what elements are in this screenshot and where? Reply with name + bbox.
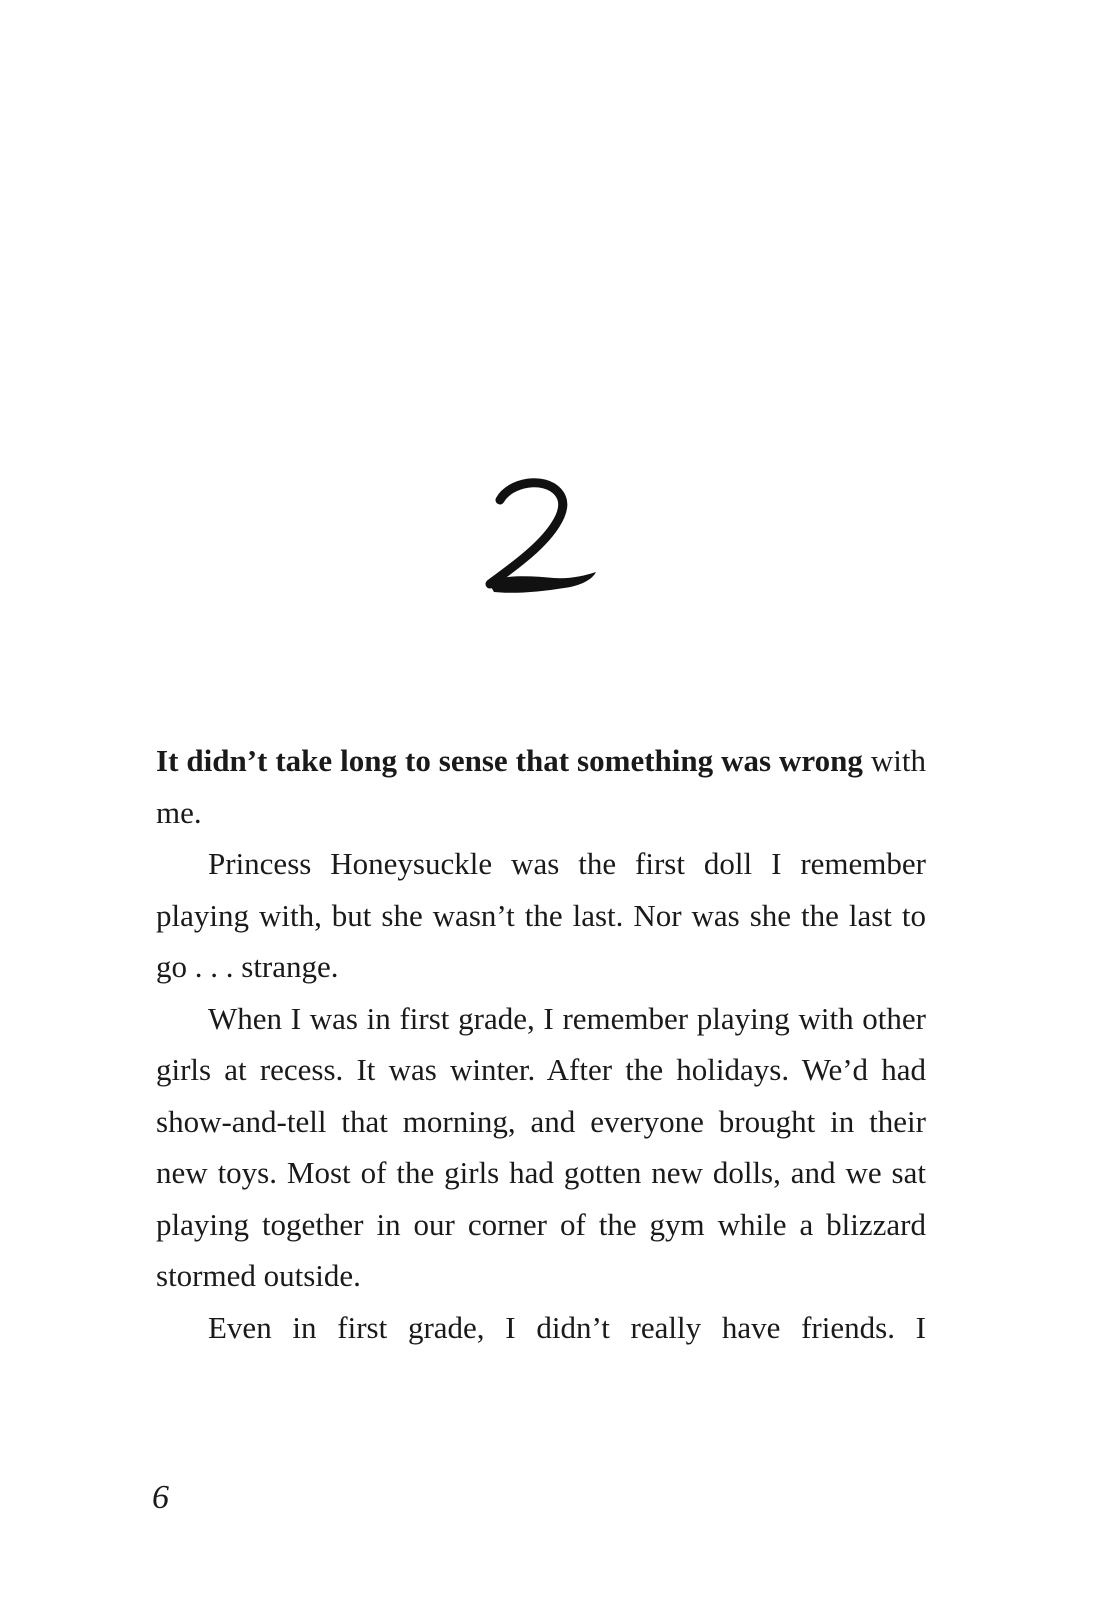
chapter-number — [484, 478, 600, 600]
chapter-number-glyph — [484, 478, 600, 600]
paragraph-3: When I was in first grade, I remember playing with other girls at recess. It was winter. After the holidays. We’d had show-and-tell that morning, and everyone brought in their new toys. Most of the girls had gotten new dolls, and we sat playing together in our corner of the gym while a blizzard stormed outside. — [156, 1000, 926, 1293]
paragraph-4: Even in first grade, I didn’t really have friends. I — [208, 1309, 926, 1345]
chapter-body — [156, 735, 926, 1353]
lead-in-bold: It didn’t take long to sense that something was wrong — [156, 743, 863, 778]
paragraph-1-text: with me. — [156, 743, 926, 830]
paragraph-1 — [156, 735, 926, 838]
paragraph-2: Princess Honeysuckle was the first doll I remember playing with, but she wasn’t the last. Nor was she the last to go . . . strange. — [156, 846, 926, 984]
page-number: 6 — [152, 1479, 169, 1516]
